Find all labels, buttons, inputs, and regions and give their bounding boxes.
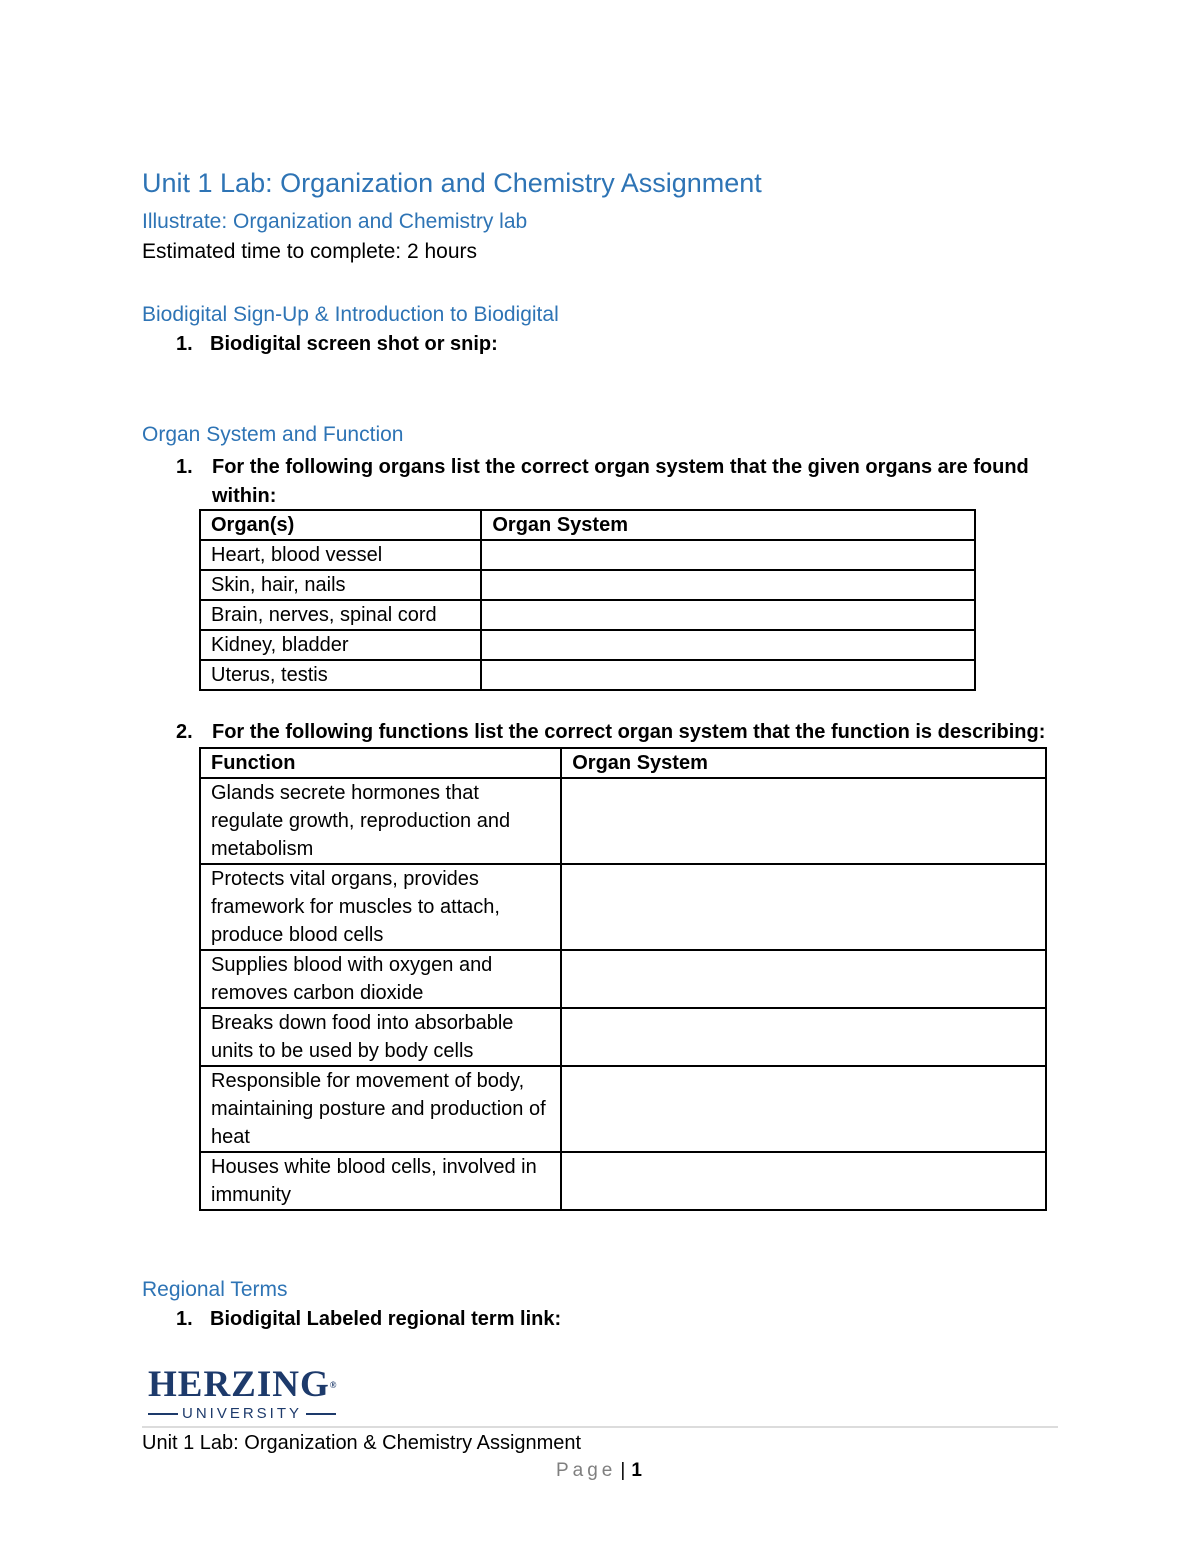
organ-cell: Kidney, bladder <box>200 630 481 660</box>
table-row <box>200 864 1046 950</box>
regional-item-number: 1. <box>176 1308 193 1330</box>
document-title: Unit 1 Lab: Organization and Chemistry Assignment <box>142 168 762 198</box>
logo-right-rule <box>306 1413 336 1415</box>
table-row <box>200 1008 1046 1066</box>
footer-text: Unit 1 Lab: Organization & Chemistry Assignment <box>142 1432 582 1454</box>
organ-system-answer-cell[interactable] <box>481 570 975 600</box>
regional-item-text: Biodigital Labeled regional term link: <box>210 1308 562 1330</box>
herzing-logo <box>148 1366 338 1422</box>
table-row <box>200 630 975 660</box>
biodigital-item-text: Biodigital screen shot or snip: <box>210 333 498 355</box>
organ-question-2-text: For the following functions list the correct organ system that the function is describing: <box>212 721 1046 743</box>
logo-registered-mark: ® <box>329 1380 338 1390</box>
biodigital-item-number: 1. <box>176 333 193 355</box>
organ-system-answer-cell[interactable] <box>481 600 975 630</box>
organ-question-2-number: 2. <box>176 721 193 743</box>
organs-table <box>199 509 976 691</box>
page-number-value: 1 <box>631 1460 642 1481</box>
organ-cell: Uterus, testis <box>200 660 481 690</box>
function-system-answer-cell[interactable] <box>561 1066 1046 1152</box>
function-system-answer-cell[interactable] <box>561 1008 1046 1066</box>
organ-question-1-number: 1. <box>176 456 193 478</box>
functions-table-header <box>200 748 1046 778</box>
organ-system-answer-cell[interactable] <box>481 540 975 570</box>
page-label: Page <box>556 1460 617 1481</box>
organ-cell: Heart, blood vessel <box>200 540 481 570</box>
organ-cell: Skin, hair, nails <box>200 570 481 600</box>
function-system-answer-cell[interactable] <box>561 864 1046 950</box>
functions-table <box>199 747 1047 1211</box>
table-row <box>200 540 975 570</box>
estimated-time: Estimated time to complete: 2 hours <box>142 240 477 263</box>
organ-system-answer-cell[interactable] <box>481 660 975 690</box>
organ-question-1 <box>176 453 1056 511</box>
organs-header-organs: Organ(s) <box>200 510 481 540</box>
functions-header-function: Function <box>200 748 561 778</box>
function-cell: Supplies blood with oxygen and removes carbon dioxide <box>200 950 561 1008</box>
page-number <box>556 1460 642 1482</box>
function-cell: Houses white blood cells, involved in immunity <box>200 1152 561 1210</box>
page-separator: | <box>620 1460 626 1481</box>
organs-header-system: Organ System <box>481 510 975 540</box>
regional-terms-heading: Regional Terms <box>142 1278 288 1301</box>
logo-sub-text: UNIVERSITY <box>182 1405 303 1422</box>
organ-system-heading: Organ System and Function <box>142 423 404 446</box>
functions-header-system: Organ System <box>561 748 1046 778</box>
organ-question-2 <box>176 718 1056 747</box>
function-cell: Responsible for movement of body, maintaining posture and production of heat <box>200 1066 561 1152</box>
regional-item <box>176 1308 561 1331</box>
biodigital-item <box>176 333 498 356</box>
organs-table-header <box>200 510 975 540</box>
logo-left-rule <box>148 1413 178 1415</box>
table-row <box>200 660 975 690</box>
biodigital-heading: Biodigital Sign-Up & Introduction to Biodigital <box>142 303 559 326</box>
organ-question-1-text: For the following organs list the correct organ system that the given organs are found within: <box>212 456 1029 507</box>
function-system-answer-cell[interactable] <box>561 778 1046 864</box>
organ-system-answer-cell[interactable] <box>481 630 975 660</box>
function-system-answer-cell[interactable] <box>561 950 1046 1008</box>
function-system-answer-cell[interactable] <box>561 1152 1046 1210</box>
table-row <box>200 950 1046 1008</box>
table-row <box>200 1152 1046 1210</box>
table-row <box>200 778 1046 864</box>
logo-main-text: HERZING <box>148 1364 330 1405</box>
table-row <box>200 600 975 630</box>
footer-divider <box>142 1426 1058 1428</box>
document-subtitle: Illustrate: Organization and Chemistry lab <box>142 210 528 233</box>
organ-cell: Brain, nerves, spinal cord <box>200 600 481 630</box>
table-row <box>200 1066 1046 1152</box>
function-cell: Breaks down food into absorbable units to be used by body cells <box>200 1008 561 1066</box>
function-cell: Protects vital organs, provides framework for muscles to attach, produce blood cells <box>200 864 561 950</box>
table-row <box>200 570 975 600</box>
function-cell: Glands secrete hormones that regulate growth, reproduction and metabolism <box>200 778 561 864</box>
